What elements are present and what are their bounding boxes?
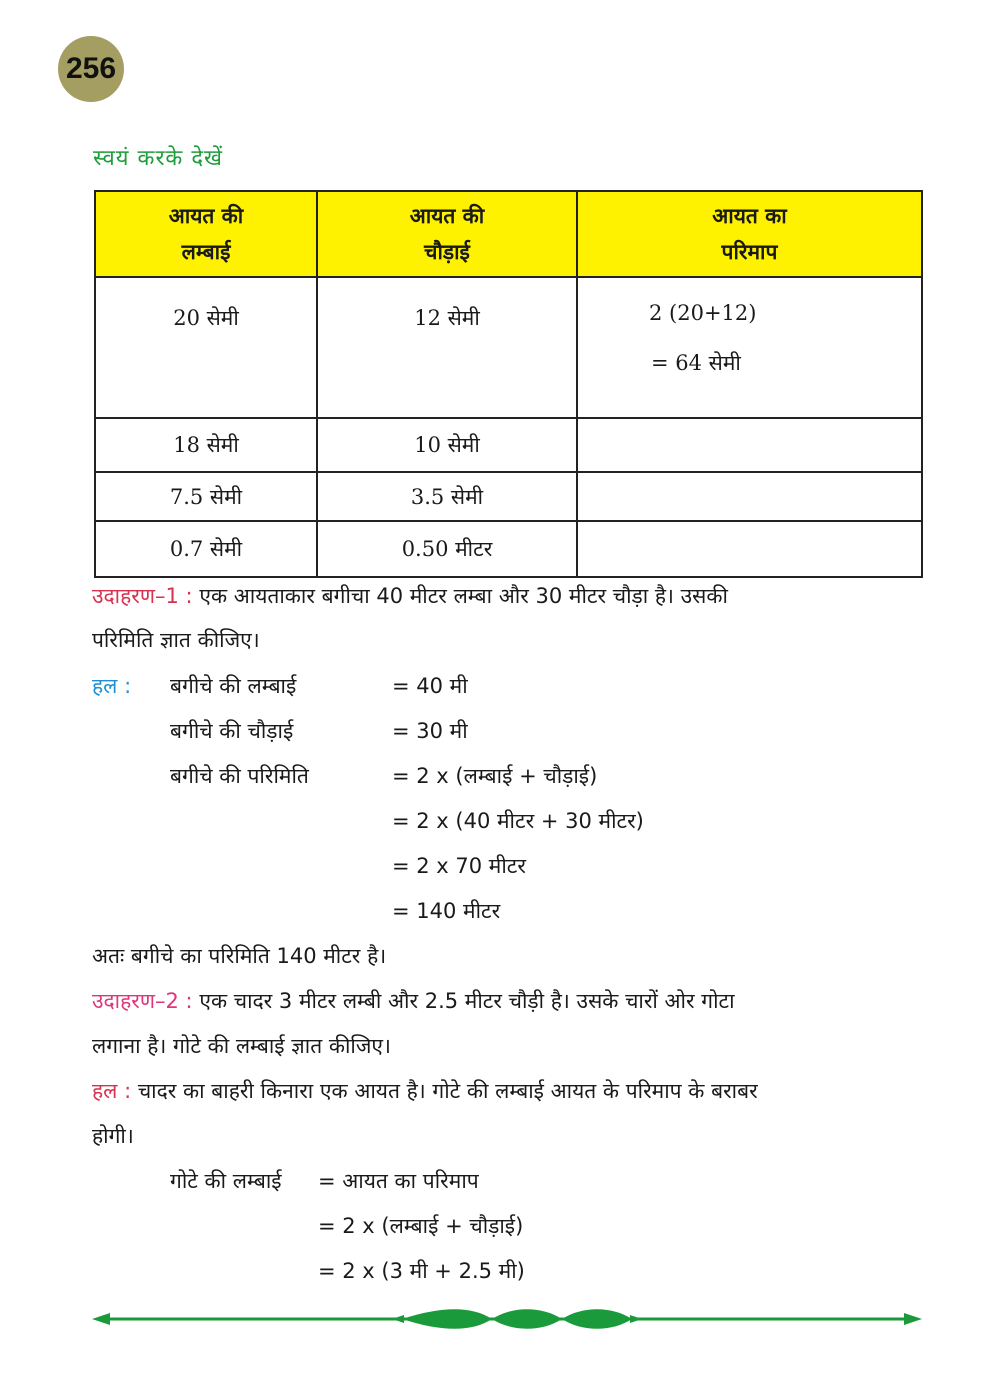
table-header-row [95,191,922,277]
table-row [95,521,922,577]
cell-width: 0.50 मीटर [317,521,577,577]
example2-solution-line2: होगी। [92,1124,134,1148]
step-lhs: बगीचे की लम्बाई [170,674,297,698]
cell-perimeter [577,418,922,472]
cell-length: 7.5 सेमी [95,472,317,521]
example2-solution-label: हल : [92,1079,132,1103]
example2-label: उदाहरण–2 : [92,989,193,1013]
eq-step: = 2 x (लम्बाई + चौड़ाई) [318,1214,524,1238]
step-rhs: = 30 मी [392,719,468,743]
header-width: आयत की चौड़ाई [317,191,577,277]
example1-solution-label: हल : [92,674,132,698]
step-lhs: बगीचे की चौड़ाई [170,719,294,743]
cell-length: 18 सेमी [95,418,317,472]
rectangle-perimeter-table [94,190,923,578]
example1-conclusion: अतः बगीचे का परिमिति 140 मीटर है। [92,944,387,968]
cell-width: 3.5 सेमी [317,472,577,521]
divider-ornament-right-tip [630,1315,642,1323]
divider-center-ornament [402,1309,632,1329]
table-row [95,277,922,418]
cell-width: 10 सेमी [317,418,577,472]
step-rhs: = 2 x 70 मीटर [392,854,526,878]
step-lhs: बगीचे की परिमिति [170,764,309,788]
header-perimeter: आयत का परिमाप [577,191,922,277]
example2-solution-line1: हल : चादर का बाहरी किनारा एक आयत है। गोटे की लम्बाई आयत के परिमाप के बराबर [92,1079,758,1103]
step-rhs: = 40 मी [392,674,468,698]
example2-statement-line1: उदाहरण–2 : एक चादर 3 मीटर लम्बी और 2.5 मीटर चौड़ी है। उसके चारों ओर गोटा [92,989,735,1013]
cell-perimeter [577,521,922,577]
header-length: आयत की लम्बाई [95,191,317,277]
example2-statement-line2: लगाना है। गोटे की लम्बाई ज्ञात कीजिए। [92,1034,392,1058]
cell-length: 0.7 सेमी [95,521,317,577]
step-rhs: = 2 x (40 मीटर + 30 मीटर) [392,809,644,833]
page-number: 256 [65,52,117,85]
cell-length: 20 सेमी [95,277,317,418]
divider-left-arrow [92,1313,110,1325]
cell-width: 12 सेमी [317,277,577,418]
cell-perimeter [577,472,922,521]
eq-lhs: गोटे की लम्बाई [170,1169,282,1193]
divider-ornament-left-tip [392,1315,404,1323]
page-number-badge [58,36,124,102]
example1-statement-line1: उदाहरण–1 : एक आयताकार बगीचा 40 मीटर लम्बा और 30 मीटर चौड़ा है। उसकी [92,584,728,608]
example1-statement-line2: परिमिति ज्ञात कीजिए। [92,628,260,652]
step-rhs: = 2 x (लम्बाई + चौड़ाई) [392,764,598,788]
table-row [95,418,922,472]
table-row [95,472,922,521]
divider-right-arrow [904,1313,922,1325]
eq-step: = आयत का परिमाप [318,1169,479,1193]
example1-label: उदाहरण–1 : [92,584,193,608]
activity-title: स्वयं करके देखें [93,146,224,171]
eq-step: = 2 x (3 मी + 2.5 मी) [318,1259,525,1283]
decorative-divider [92,1304,922,1334]
step-rhs: = 140 मीटर [392,899,501,923]
cell-perimeter: 2 (20+12) = 64 सेमी [577,277,922,418]
